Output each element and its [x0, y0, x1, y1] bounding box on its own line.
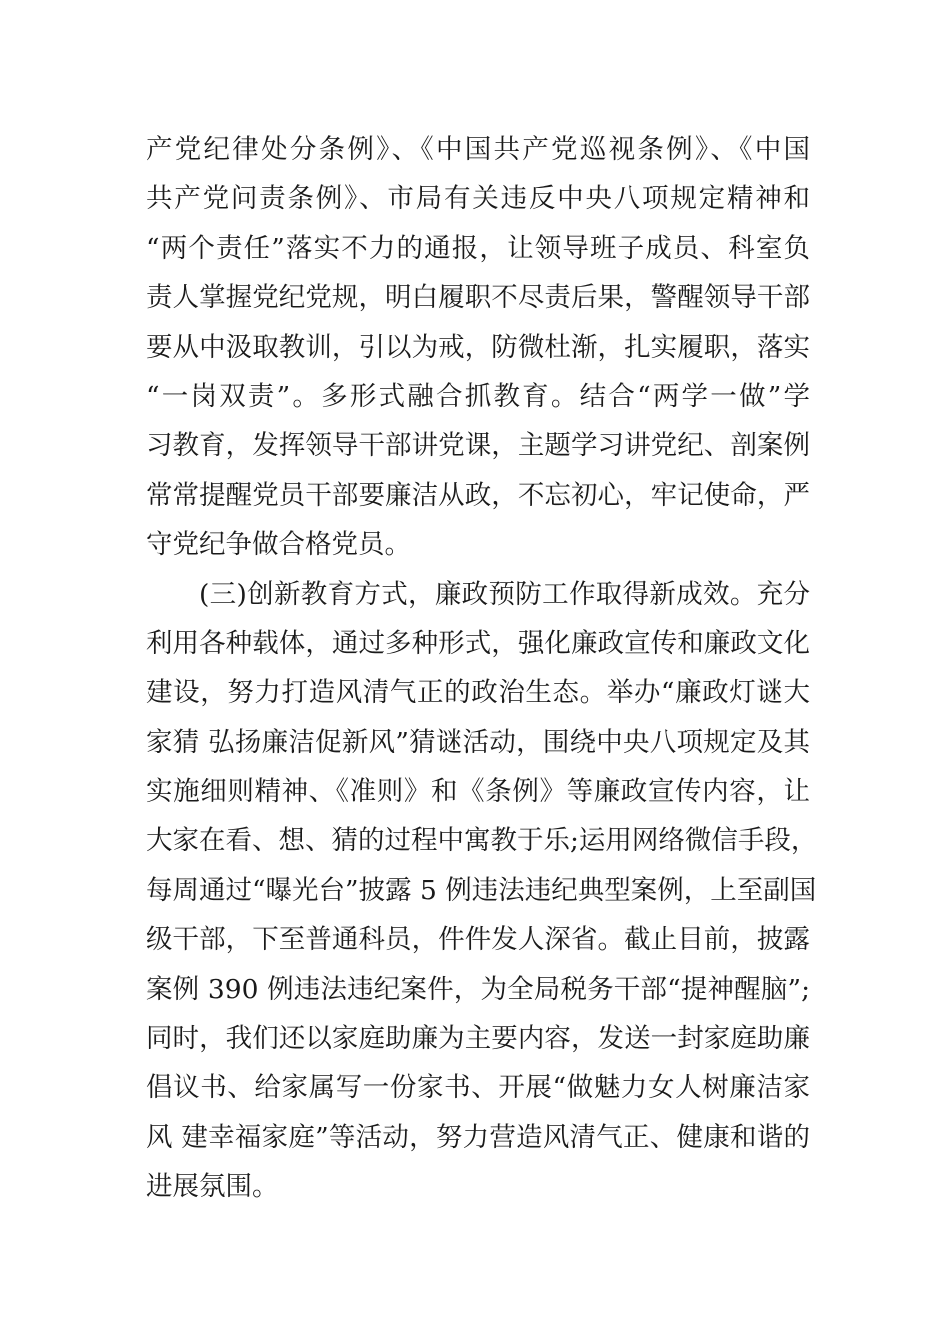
text-line: 建设，努力打造风清气正的政治生态。举办“廉政灯谜大 — [146, 677, 810, 709]
text-line: 案例 390 例违法违纪案件，为全局税务干部“提神醒脑”; — [146, 973, 810, 1005]
paragraph-heading-line: (三)创新教育方式，廉政预防工作取得新成效。充分 — [199, 578, 810, 610]
text-line: 要从中汲取教训，引以为戒，防微杜渐，扎实履职，落实 — [146, 331, 810, 363]
text-line: 同时，我们还以家庭助廉为主要内容，发送一封家庭助廉 — [146, 1023, 810, 1055]
text-line: 每周通过“曝光台”披露 5 例违法违纪典型案例，上至副国 — [146, 874, 817, 906]
document-body — [146, 125, 818, 1212]
text-line: 家猜 弘扬廉洁促新风”猜谜活动，围绕中央八项规定及其 — [146, 726, 810, 758]
text-line: 产党纪律处分条例》、《中国共产党巡视条例》、《中国 — [146, 134, 810, 165]
text-line: “两个责任”落实不力的通报，让领导班子成员、科室负 — [146, 232, 810, 264]
text-line: 责人掌握党纪党规，明白履职不尽责后果，警醒领导干部 — [146, 282, 810, 314]
paragraph-continued — [146, 125, 810, 570]
text-line: 利用各种载体，通过多种形式，强化廉政宣传和廉政文化 — [146, 627, 810, 659]
text-line: 习教育，发挥领导干部讲党课，主题学习讲党纪、剖案例 — [146, 430, 810, 462]
text-line: 大家在看、想、猜的过程中寓教于乐;运用网络微信手段， — [146, 825, 818, 857]
text-line: 进展氛围。 — [146, 1171, 279, 1203]
text-line: “一岗双责”。多形式融合抓教育。结合“两学一做”学 — [146, 380, 810, 412]
text-line: 倡议书、给家属写一份家书、开展“做魅力女人树廉洁家 — [146, 1072, 810, 1104]
text-line: 守党纪争做合格党员。 — [146, 529, 411, 561]
text-line: 常常提醒党员干部要廉洁从政，不忘初心，牢记使命，严 — [146, 479, 810, 511]
text-line: 共产党问责条例》、市局有关违反中央八项规定精神和 — [146, 183, 810, 215]
text-line: 风 建幸福家庭”等活动，努力营造风清气正、健康和谐的 — [146, 1121, 810, 1153]
paragraph-three — [146, 570, 818, 1212]
text-line: 级干部，下至普通科员，件件发人深省。截止目前，披露 — [146, 924, 810, 956]
text-line: 实施细则精神、《准则》和《条例》等廉政宣传内容，让 — [146, 776, 810, 808]
